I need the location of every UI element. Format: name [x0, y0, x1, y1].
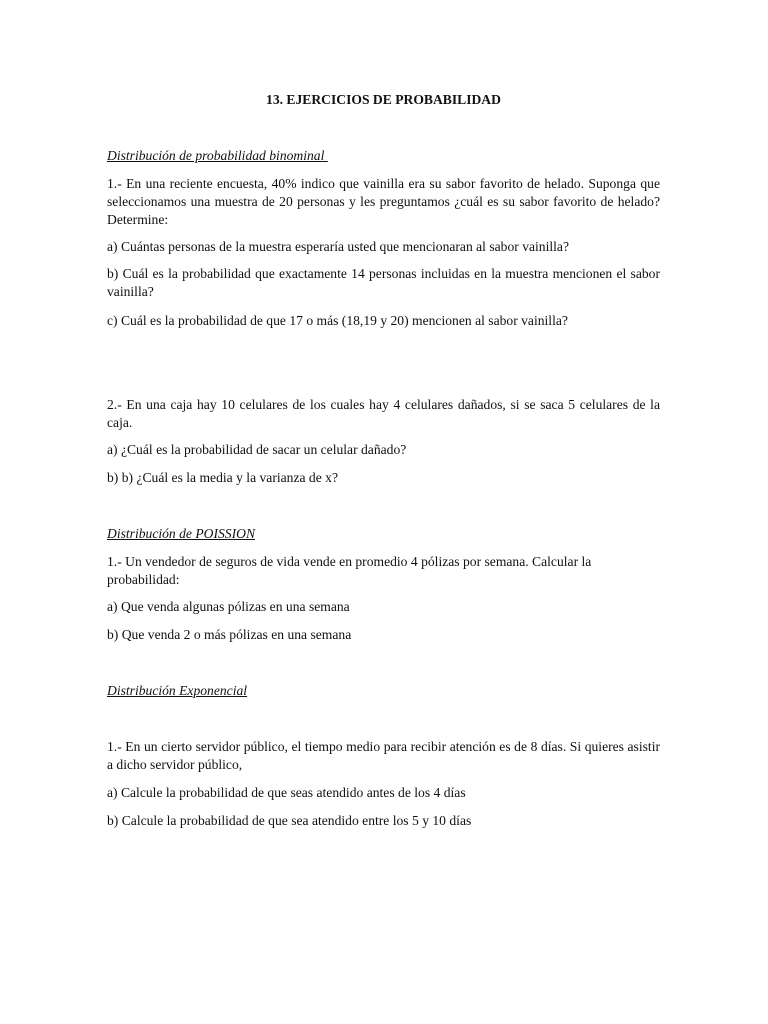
exercise-statement-poisson-1: 1.- Un vendedor de seguros de vida vende en promedio 4 pólizas por semana. Calcular la probabilidad:: [107, 554, 592, 587]
section-heading-poisson: Distribución de POISSION: [107, 526, 256, 541]
exercise-item-binomial-2a: a) ¿Cuál es la probabilidad de sacar un celular dañado?: [107, 442, 407, 457]
exercise-item-poisson-1a: a) Que venda algunas pólizas en una semana: [107, 599, 350, 614]
document-title: 13. EJERCICIOS DE PROBABILIDAD: [266, 92, 501, 107]
exercise-item-poisson-1b: b) Que venda 2 o más pólizas en una semana: [107, 627, 352, 642]
exercise-item-exponencial-1b: b) Calcule la probabilidad de que sea atendido entre los 5 y 10 días: [107, 813, 472, 828]
exercise-item-exponencial-1a: a) Calcule la probabilidad de que seas atendido antes de los 4 días: [107, 785, 466, 800]
exercise-statement-binomial-2: 2.- En una caja hay 10 celulares de los cuales hay 4 celulares dañados, si se saca 5 celulares de la caja.: [107, 397, 660, 430]
exercise-item-binomial-1b: b) Cuál es la probabilidad que exactamente 14 personas incluidas en la muestra mencionen el sabor vainilla?: [107, 266, 660, 299]
exercise-item-binomial-1a: a) Cuántas personas de la muestra esperaría usted que mencionaran al sabor vainilla?: [107, 239, 570, 254]
exercise-item-binomial-2b: b) b) ¿Cuál es la media y la varianza de x?: [107, 470, 338, 485]
exercise-statement-binomial-1: 1.- En una reciente encuesta, 40% indico que vainilla era su sabor favorito de helado. Suponga que seleccionamos una muestra de 20 personas y les preguntamos ¿cuál es su sabor favorito de helado? Determine:: [107, 176, 660, 227]
exercise-item-binomial-1c: c) Cuál es la probabilidad de que 17 o más (18,19 y 20) mencionen al sabor vainilla?: [107, 313, 568, 328]
document-page: [107, 0, 660, 1024]
exercise-statement-exponencial-1: 1.- En un cierto servidor público, el tiempo medio para recibir atención es de 8 días. Si quieres asistir a dicho servidor público,: [107, 739, 660, 772]
section-heading-exponencial: Distribución Exponencial: [107, 683, 248, 698]
section-heading-binomial: Distribución de probabilidad binominal: [107, 148, 328, 163]
